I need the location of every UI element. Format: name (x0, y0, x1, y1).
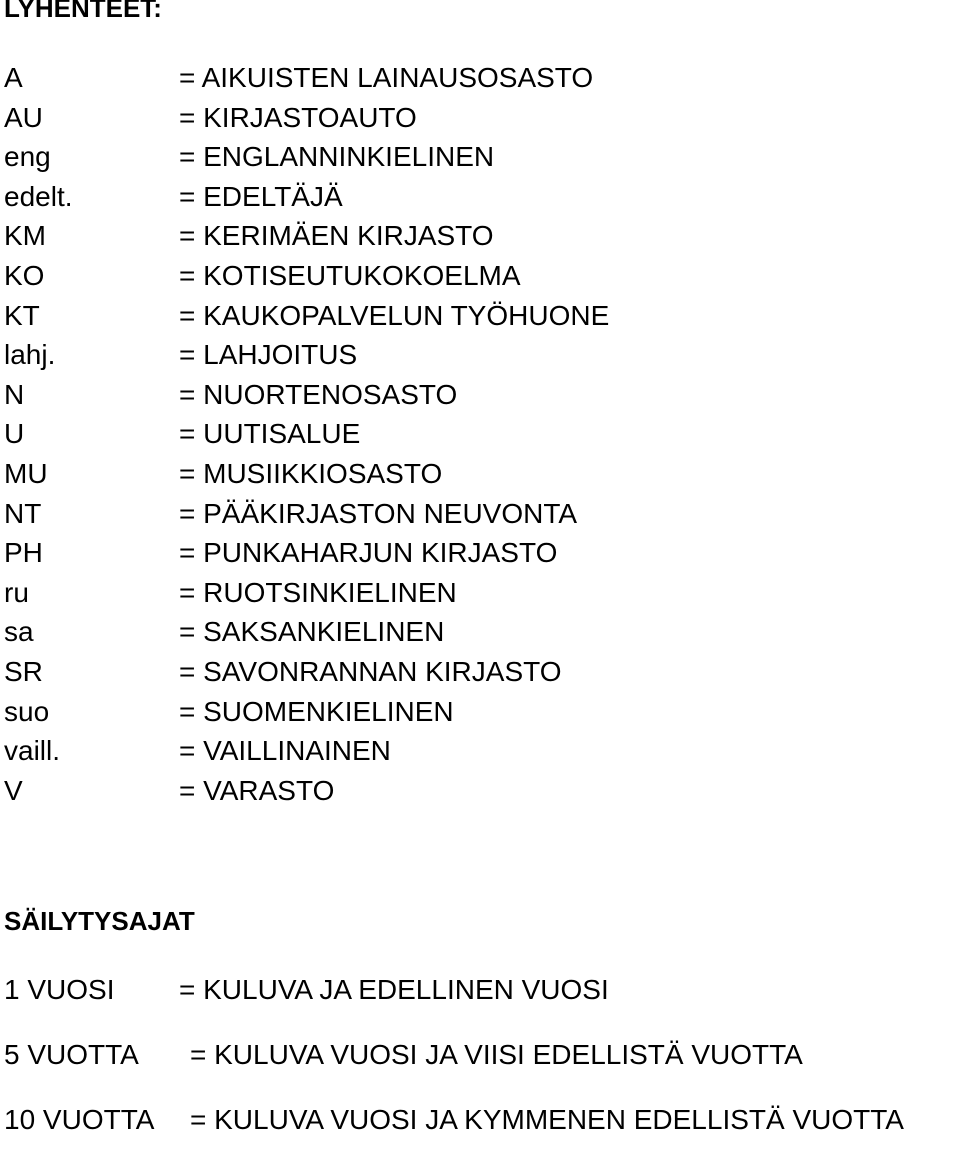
abbreviation-row (0, 652, 700, 692)
abbreviation-row (0, 58, 700, 98)
abbreviation-key: SR (4, 655, 43, 687)
abbreviation-row (0, 177, 700, 217)
abbreviation-row (0, 335, 700, 375)
retention-meaning: = KULUVA VUOSI JA KYMMENEN EDELLISTÄ VUOTTA (190, 1104, 904, 1135)
abbreviation-key: V (4, 774, 23, 806)
abbreviation-key: ru (4, 576, 29, 608)
retention-row (0, 1031, 960, 1096)
abbreviation-meaning: = NUORTENOSASTO (179, 378, 458, 410)
abbreviation-meaning: = VARASTO (179, 774, 335, 806)
abbreviation-meaning: = KAUKOPALVELUN TYÖHUONE (179, 299, 610, 331)
abbreviation-row (0, 216, 700, 256)
abbreviation-key: vaill. (4, 735, 61, 767)
retention-period: 10 VUOTTA (4, 1104, 155, 1135)
abbreviation-meaning: = LAHJOITUS (179, 339, 358, 371)
abbreviation-row (0, 454, 700, 494)
abbreviation-row (0, 692, 700, 732)
retention-row (0, 966, 960, 1031)
retention-period: 5 VUOTTA (4, 1039, 139, 1070)
abbreviation-key: suo (4, 695, 50, 727)
retention-heading: SÄILYTYSAJAT (4, 906, 195, 936)
abbreviation-meaning: = SUOMENKIELINEN (179, 695, 454, 727)
abbreviation-meaning: = AIKUISTEN LAINAUSOSASTO (179, 62, 594, 93)
abbreviation-meaning: = KERIMÄEN KIRJASTO (179, 220, 494, 252)
abbreviation-meaning: = PÄÄKIRJASTON NEUVONTA (179, 497, 578, 529)
abbreviation-row (0, 612, 700, 652)
abbreviation-row (0, 98, 700, 138)
abbreviation-meaning: = KIRJASTOAUTO (179, 101, 417, 133)
abbreviation-key: KT (4, 299, 40, 331)
retention-list (0, 966, 960, 1161)
abbreviation-key: eng (4, 141, 51, 173)
abbreviation-key: A (4, 62, 23, 93)
abbreviation-meaning: = MUSIIKKIOSASTO (179, 457, 443, 489)
abbreviation-key: N (4, 378, 25, 410)
abbreviation-row (0, 494, 700, 534)
abbreviation-row (0, 137, 700, 177)
abbreviation-key: KM (4, 220, 46, 252)
abbreviation-meaning: = SAKSANKIELINEN (179, 616, 445, 648)
abbreviation-meaning: = SAVONRANNAN KIRJASTO (179, 655, 562, 687)
abbreviation-meaning: = VAILLINAINEN (179, 735, 391, 767)
abbreviation-meaning: = RUOTSINKIELINEN (179, 576, 457, 608)
abbreviation-key: lahj. (4, 339, 56, 371)
abbreviation-meaning: = EDELTÄJÄ (179, 180, 343, 212)
abbreviation-meaning: = KOTISEUTUKOKOELMA (179, 259, 521, 291)
abbreviation-key: NT (4, 497, 42, 529)
abbreviation-meaning: = PUNKAHARJUN KIRJASTO (179, 537, 558, 569)
abbreviation-key: KO (4, 259, 45, 291)
retention-meaning: = KULUVA JA EDELLINEN VUOSI (179, 974, 609, 1005)
abbreviation-key: MU (4, 457, 48, 489)
abbreviation-meaning: = ENGLANNINKIELINEN (179, 141, 495, 173)
abbreviations-list (0, 58, 700, 810)
abbreviation-key: U (4, 418, 25, 450)
abbreviation-row (0, 533, 700, 573)
abbreviation-row (0, 771, 700, 811)
retention-row (0, 1096, 960, 1161)
abbreviation-row (0, 414, 700, 454)
abbreviation-key: edelt. (4, 180, 73, 212)
abbreviation-row (0, 573, 700, 613)
retention-period: 1 VUOSI (4, 974, 115, 1005)
abbreviations-heading: LYHENTEET: (4, 0, 162, 23)
abbreviation-key: sa (4, 616, 34, 648)
abbreviation-row (0, 296, 700, 336)
retention-meaning: = KULUVA VUOSI JA VIISI EDELLISTÄ VUOTTA (190, 1039, 803, 1070)
abbreviation-key: PH (4, 537, 43, 569)
abbreviation-meaning: = UUTISALUE (179, 418, 361, 450)
abbreviation-row (0, 256, 700, 296)
abbreviation-key: AU (4, 101, 43, 133)
abbreviation-row (0, 375, 700, 415)
abbreviation-row (0, 731, 700, 771)
